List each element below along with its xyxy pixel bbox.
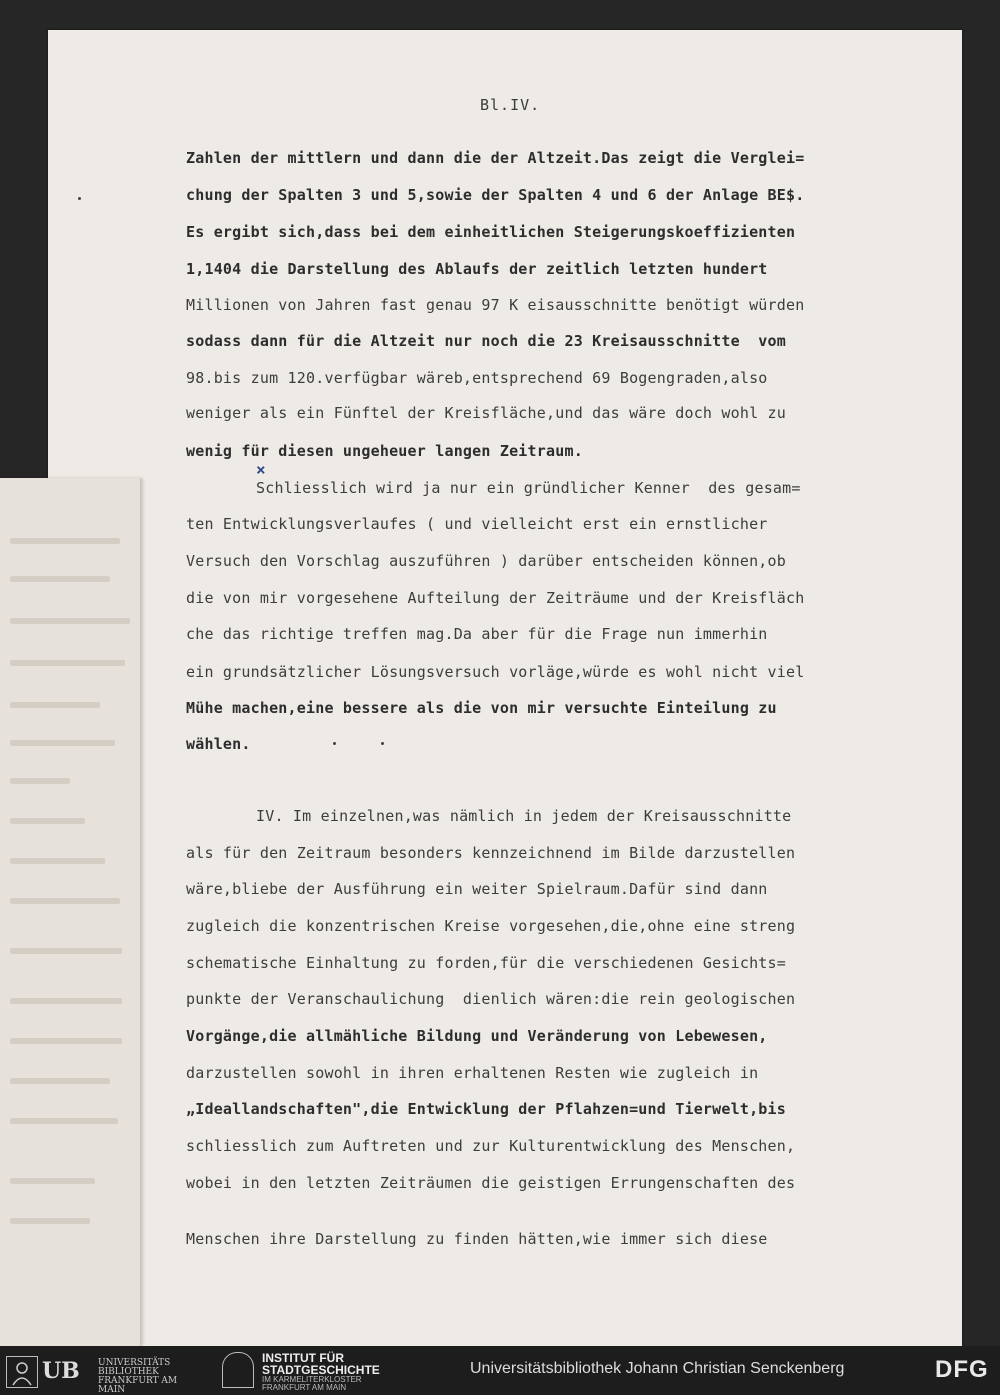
text-line: schliesslich zum Auftreten und zur Kulturentwicklung des Menschen, [186, 1137, 796, 1155]
ub-mark: UB [42, 1358, 80, 1384]
text-line: darzustellen sowohl in ihren erhaltenen Resten wie zugleich in [186, 1064, 759, 1082]
text-line: schematische Einhaltung zu forden,für die verschiedenen Gesichts= [186, 954, 786, 972]
text-line: „Ideallandschaften",die Entwicklung der Pflahzen=und Tierwelt,bis [186, 1100, 786, 1118]
text-line: sodass dann für die Altzeit nur noch die 23 Kreisausschnitte vom [186, 332, 786, 350]
isg-title-line: INSTITUT FÜR [262, 1351, 344, 1365]
text-line: wählen. [186, 735, 251, 753]
footer-bar [0, 1346, 1000, 1394]
text-line: Mühe machen,eine bessere als die von mir versuchte Einteilung zu [186, 699, 777, 717]
margin-dot [78, 197, 81, 200]
text-line: chung der Spalten 3 und 5,sowie der Spalten 4 und 6 der Anlage BE$. [186, 186, 805, 204]
arch-icon [222, 1352, 254, 1388]
isg-logo[interactable] [222, 1351, 412, 1392]
stray-mark [381, 742, 384, 745]
text-line: 98.bis zum 120.verfügbar wäreb,entsprechend 69 Bogengraden,also [186, 369, 768, 387]
ub-name [98, 1359, 206, 1395]
isg-sub-line: FRANKFURT AM MAIN [262, 1383, 347, 1392]
x-annotation-mark: × [256, 460, 266, 479]
text-line: zugleich die konzentrischen Kreise vorgesehen,die,ohne eine streng [186, 917, 796, 935]
text-line: als für den Zeitraum besonders kennzeichnend im Bilde darzustellen [186, 844, 796, 862]
text-line: Zahlen der mittlern und dann die der Altzeit.Das zeigt die Verglei= [186, 149, 805, 167]
isg-subtitle [262, 1376, 362, 1392]
text-line: punkte der Veranschaulichung dienlich wären:die rein geologischen [186, 990, 796, 1008]
text-line: wäre,bliebe der Ausführung ein weiter Spielraum.Dafür sind dann [186, 880, 768, 898]
isg-title-line: STADTGESCHICHTE [262, 1363, 380, 1377]
ub-emblem-icon [6, 1356, 38, 1388]
isg-title [262, 1352, 380, 1376]
text-line: wenig für diesen ungeheuer langen Zeitraum. [186, 442, 583, 460]
text-line: Millionen von Jahren fast genau 97 K eisausschnitte benötigt würden [186, 296, 805, 314]
ub-logo[interactable] [6, 1356, 206, 1395]
stray-mark [333, 742, 336, 745]
underlying-sheet [0, 478, 141, 1346]
text-line: Menschen ihre Darstellung zu finden hätten,wie immer sich diese [186, 1230, 768, 1248]
isg-sub-line: IM KARMELITERKLOSTER [262, 1375, 362, 1384]
text-line: ten Entwicklungsverlaufes ( und vielleicht erst ein ernstlicher [186, 515, 768, 533]
ub-line: UNIVERSITÄTS [98, 1358, 171, 1368]
text-line: die von mir vorgesehene Aufteilung der Zeiträume und der Kreisfläch [186, 589, 805, 607]
text-line: Versuch den Vorschlag auszuführen ) darüber entscheiden können,ob [186, 552, 786, 570]
dfg-logo[interactable]: DFG [935, 1356, 989, 1383]
text-line: weniger als ein Fünftel der Kreisfläche,und das wäre doch wohl zu [186, 404, 786, 422]
text-line: Es ergibt sich,dass bei dem einheitlichen Steigerungskoeffizienten [186, 223, 796, 241]
text-line: Vorgänge,die allmähliche Bildung und Veränderung von Lebewesen, [186, 1027, 768, 1045]
text-line: 1,1404 die Darstellung des Ablaufs der zeitlich letzten hundert [186, 260, 768, 278]
text-line: Schliesslich wird ja nur ein gründlicher Kenner des gesam= [256, 479, 801, 497]
ub-line: BIBLIOTHEK [98, 1367, 159, 1377]
text-line: che das richtige treffen mag.Da aber für die Frage nun immerhin [186, 625, 768, 643]
text-line: IV. Im einzelnen,was nämlich in jedem der Kreisausschnitte [256, 807, 792, 825]
page-header: Bl.IV. [480, 96, 541, 114]
text-line: wobei in den letzten Zeiträumen die geistigen Errungenschaften des [186, 1174, 796, 1192]
text-line: ein grundsätzlicher Lösungsversuch vorläge,würde es wohl nicht viel [186, 663, 805, 681]
ub-line: FRANKFURT AM MAIN [98, 1376, 178, 1395]
library-name: Universitätsbibliothek Johann Christian Senckenberg [470, 1360, 845, 1377]
